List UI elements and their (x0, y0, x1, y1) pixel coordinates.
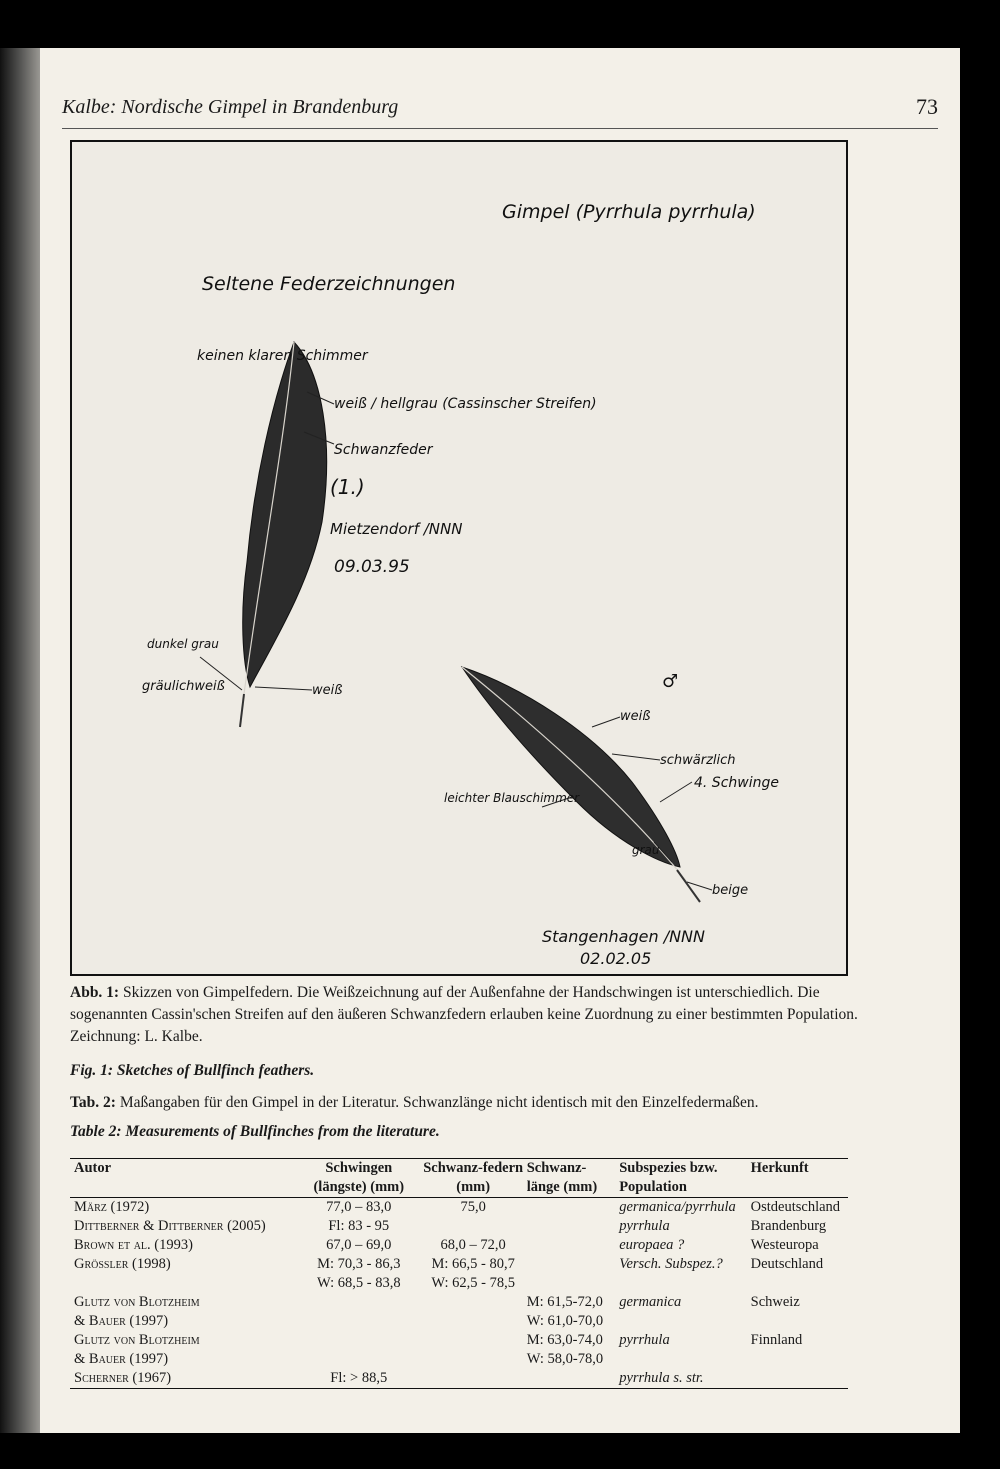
col-header-subspezies: Subspezies bzw. Population (619, 1160, 718, 1195)
table-cell-schwingen: 67,0 – 69,0 (326, 1237, 392, 1253)
table-cell-autor: Größler (1998) (74, 1256, 171, 1272)
table-row (70, 1331, 848, 1369)
table-row (70, 1217, 848, 1236)
table-body (70, 1198, 848, 1388)
table-cell-laenge (527, 1255, 619, 1293)
table-cell-federn: 68,0 – 72,0 (440, 1237, 506, 1253)
figure-caption-de (70, 982, 860, 1048)
table-cell-laenge (527, 1369, 619, 1388)
col-header-schwanzlaenge: Schwanz-länge (mm) (526, 1160, 598, 1195)
annotation-collector1: Mietzendorf /NNN (330, 520, 463, 538)
table-header-row (70, 1159, 848, 1197)
annotation-sex-symbol: ♂ (662, 671, 679, 692)
annotation-date2: 02.02.05 (580, 949, 652, 968)
table-bottom-rule (70, 1388, 848, 1389)
table-cell-laenge (527, 1236, 619, 1255)
table-cell-autor: März (1972) (74, 1199, 150, 1215)
table-cell-herkunft (751, 1369, 848, 1388)
table-row (70, 1198, 848, 1217)
annotation-grau: grau (632, 843, 660, 857)
annotation-beige: beige (712, 883, 749, 898)
table-cell-herkunft: Schweiz (750, 1294, 800, 1310)
table-cell-schwingen (298, 1331, 420, 1369)
figure-caption-en: Fig. 1: Sketches of Bullfinch feathers. (70, 1062, 315, 1079)
table-cell-autor: Scherner (1967) (74, 1370, 172, 1386)
tail-feather (243, 342, 327, 687)
annotation-weiss-right: weiß (620, 709, 651, 724)
feather-sketch-figure (70, 140, 848, 976)
table-cell-herkunft: Ostdeutschland (750, 1199, 841, 1215)
annotation-graeulich: gräulichweiß (142, 679, 225, 694)
annotation-white-streak: weiß / hellgrau (Cassinscher Streifen) (334, 396, 597, 412)
table-cell-federn (420, 1369, 527, 1388)
table-cell-subspezies: Versch. Subspez.? (619, 1256, 723, 1272)
wing-feather (462, 667, 680, 867)
annotation-date1: 09.03.95 (334, 557, 410, 577)
figure-caption-label: Abb. 1: (70, 984, 120, 1001)
table-cell-subspezies: europaea ? (619, 1237, 685, 1253)
table-caption-en: Table 2: Measurements of Bullfinches from the literature. (70, 1123, 440, 1140)
table-cell-schwingen: 77,0 – 83,0 (326, 1199, 392, 1215)
annotation-feather1-label: Schwanzfeder (334, 442, 433, 458)
table-cell-autor: Glutz von Blotzheim & Bauer (1997) (74, 1294, 200, 1329)
table-caption-label: Tab. 2: (70, 1094, 116, 1111)
annotation-dunkel: dunkel grau (147, 637, 219, 651)
table-cell-federn: 75,0 (460, 1199, 486, 1215)
table-cell-herkunft: Westeuropa (750, 1237, 819, 1253)
table-cell-herkunft: Brandenburg (750, 1218, 827, 1234)
table-cell-subspezies: pyrrhula s. str. (619, 1370, 704, 1386)
table-cell-schwingen: M: 70,3 - 86,3 W: 68,5 - 83,8 (316, 1256, 401, 1291)
table-row (70, 1236, 848, 1255)
table-cell-federn (420, 1331, 527, 1369)
table-cell-subspezies: germanica/pyrrhula (619, 1199, 736, 1215)
annotation-leichter: leichter Blauschimmer (444, 791, 580, 805)
annotation-subtitle: Seltene Federzeichnungen (202, 273, 456, 295)
annotation-feather1-number: (1.) (330, 475, 365, 499)
table-cell-subspezies: pyrrhula (619, 1218, 670, 1234)
col-header-schwanzfedern: Schwanz-federn (mm) (423, 1160, 524, 1195)
figure-caption-text: Skizzen von Gimpelfedern. Die Weißzeichnung auf der Außenfahne der Handschwingen ist unterschiedlich. Die sogenannten Cassin'schen Streifen auf den äußeren Schwanzfedern erlauben keine Zuordnung zu einer bestimmten Population. Zeichnung: L. Kalbe. (70, 984, 858, 1045)
table-cell-herkunft: Deutschland (750, 1256, 824, 1272)
table-cell-schwingen (298, 1293, 420, 1331)
annotation-feather2-label: 4. Schwinge (694, 775, 779, 791)
table-cell-laenge (527, 1217, 619, 1236)
table-caption-de (70, 1092, 860, 1114)
table-row (70, 1255, 848, 1293)
annotation-title: Gimpel (Pyrrhula pyrrhula) (502, 201, 756, 223)
annotation-note-left: keinen klaren Schimmer (197, 348, 368, 364)
table-row (70, 1293, 848, 1331)
table-cell-federn (420, 1217, 527, 1236)
book-spine-shadow (0, 48, 40, 1433)
table-cell-autor: Brown et al. (1993) (74, 1237, 193, 1253)
header-rule (62, 128, 938, 129)
col-header-autor: Autor (74, 1160, 112, 1176)
table-cell-schwingen: Fl: 83 - 95 (328, 1218, 390, 1234)
annotation-schwarz: schwärzlich (660, 753, 736, 768)
table-cell-herkunft: Finnland (750, 1332, 803, 1348)
col-header-herkunft: Herkunft (750, 1160, 809, 1176)
page (40, 48, 960, 1433)
feather-drawing (72, 142, 846, 974)
table-cell-subspezies: germanica (619, 1294, 682, 1310)
table-cell-laenge (527, 1198, 619, 1217)
table-cell-federn (420, 1293, 527, 1331)
measurements-table (70, 1158, 848, 1389)
table-caption-text: Maßangaben für den Gimpel in der Literatur. Schwanzlänge nicht identisch mit den Einzelfedermaßen. (119, 1094, 759, 1111)
table-cell-schwingen: Fl: > 88,5 (330, 1370, 388, 1386)
table-cell-federn: M: 66,5 - 80,7 W: 62,5 - 78,5 (431, 1256, 515, 1291)
table-row (70, 1369, 848, 1388)
table-cell-autor: Dittberner & Dittberner (2005) (74, 1218, 266, 1234)
col-header-schwingen: Schwingen (längste) (mm) (313, 1160, 405, 1195)
table-cell-laenge: M: 61,5-72,0 W: 61,0-70,0 (526, 1294, 604, 1329)
running-title: Kalbe: Nordische Gimpel in Brandenburg (62, 96, 399, 118)
table-cell-laenge: M: 63,0-74,0 W: 58,0-78,0 (526, 1332, 604, 1367)
page-number: 73 (916, 94, 938, 119)
table-cell-autor: Glutz von Blotzheim & Bauer (1997) (74, 1332, 200, 1367)
annotation-collector2: Stangenhagen /NNN (542, 927, 705, 946)
annotation-weiss-left: weiß (312, 683, 343, 698)
table-cell-subspezies: pyrrhula (619, 1332, 670, 1348)
